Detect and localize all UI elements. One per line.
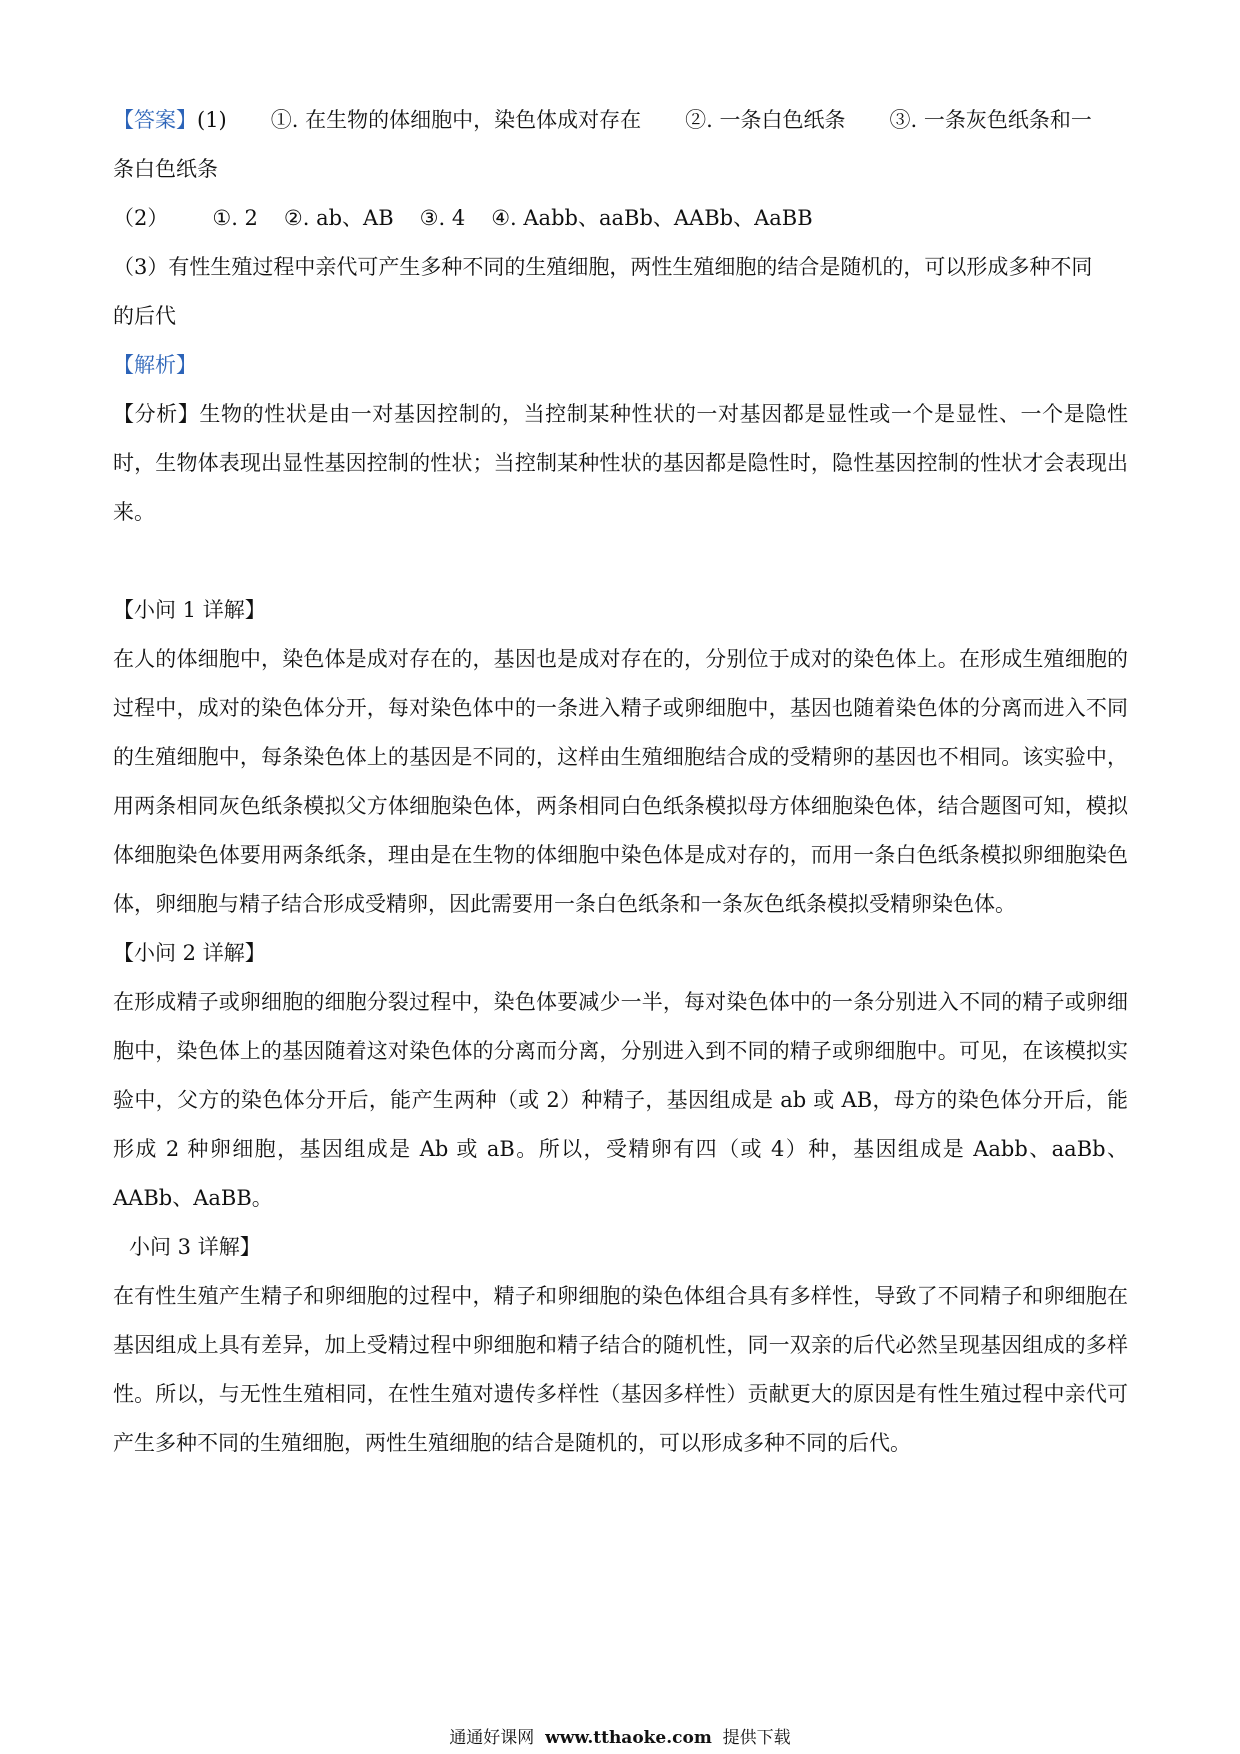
- answer-line-1: [113, 96, 1128, 145]
- answer-q1-item-3: ③. 一条灰色纸条和一: [889, 108, 1092, 132]
- answer-q2-item-1: ①. 2: [212, 206, 258, 230]
- answer-line-2: [113, 145, 1128, 194]
- footer-site-name: 通通好课网: [449, 1728, 535, 1748]
- analysis-paragraph: 【分析】生物的性状是由一对基因控制的，当控制某种性状的一对基因都是显性或一个是显性、一个是隐性时，生物体表现出显性基因控制的性状；当控制某种性状的基因都是隐性时，隐性基因控制的性状才会表现出来。: [113, 402, 1128, 524]
- detail-1-heading: 【小问 1 详解】: [113, 598, 266, 622]
- page-footer: [0, 1726, 1240, 1750]
- answer-line-3: [113, 194, 1128, 243]
- detail-2-paragraph: 在形成精子或卵细胞的细胞分裂过程中，染色体要减少一半，每对染色体中的一条分别进入不同的精子或卵细胞中，染色体上的基因随着这对染色体的分离而分离，分别进入到不同的精子或卵细胞中。可见，在该模拟实验中，父方的染色体分开后，能产生两种（或 2）种精子，基因组成是 ab 或 AB，母方的染色体分开后，能形成 2 种卵细胞，基因组成是 Ab 或 aB。所以，受精卵有四（或 4）种，基因组成是 Aabb、aaBb、AABb、AaBB。: [113, 990, 1128, 1210]
- answer-q2-number: （2）: [113, 206, 169, 230]
- detail-3-paragraph: 在有性生殖产生精子和卵细胞的过程中，精子和卵细胞的染色体组合具有多样性，导致了不同精子和卵细胞在基因组成上具有差异，加上受精过程中卵细胞和精子结合的随机性，同一双亲的后代必然呈现基因组成的多样性。所以，与无性生殖相同，在性生殖对遗传多样性（基因多样性）贡献更大的原因是有性生殖过程中亲代可产生多种不同的生殖细胞，两性生殖细胞的结合是随机的，可以形成多种不同的后代。: [113, 1284, 1128, 1455]
- answer-q3-line-1: （3）有性生殖过程中亲代可产生多种不同的生殖细胞，两性生殖细胞的结合是随机的，可以形成多种不同: [113, 255, 1093, 279]
- answer-q1-item-1: ①. 在生物的体细胞中，染色体成对存在: [270, 108, 642, 132]
- section-spacer: [113, 537, 1128, 586]
- answer-q2-item-2: ②. ab、AB: [283, 206, 394, 230]
- answer-q1-item-3-cont: 条白色纸条: [113, 157, 218, 181]
- detail-3-heading: 小问 3 详解】: [129, 1235, 261, 1259]
- answer-q1-item-2: ②. 一条白色纸条: [685, 108, 846, 132]
- detail-2-heading: 【小问 2 详解】: [113, 941, 266, 965]
- detail-1-paragraph: 在人的体细胞中，染色体是成对存在的，基因也是成对存在的，分别位于成对的染色体上。在形成生殖细胞的过程中，成对的染色体分开，每对染色体中的一条进入精子或卵细胞中，基因也随着染色体的分离而进入不同的生殖细胞中，每条染色体上的基因是不同的，这样由生殖细胞结合成的受精卵的基因也不相同。该实验中，用两条相同灰色纸条模拟父方体细胞染色体，两条相同白色纸条模拟母方体细胞染色体，结合题图可知，模拟体细胞染色体要用两条纸条，理由是在生物的体细胞中染色体是成对存的，而用一条白色纸条模拟卵细胞染色体，卵细胞与精子结合形成受精卵，因此需要用一条白色纸条和一条灰色纸条模拟受精卵染色体。: [113, 647, 1128, 916]
- document-body: [113, 96, 1128, 1468]
- answer-q1-number: (1): [197, 108, 227, 132]
- footer-url: www.tthaoke.com: [545, 1728, 712, 1748]
- answer-q2-item-4: ④. Aabb、aaBb、AABb、AaBB: [491, 206, 813, 230]
- answer-q2-item-3: ③. 4: [419, 206, 466, 230]
- footer-suffix: 提供下载: [722, 1728, 791, 1748]
- analysis-label: 【解析】: [113, 353, 197, 377]
- answer-q3-line-2: 的后代: [113, 304, 176, 328]
- answer-label: 【答案】: [113, 108, 197, 132]
